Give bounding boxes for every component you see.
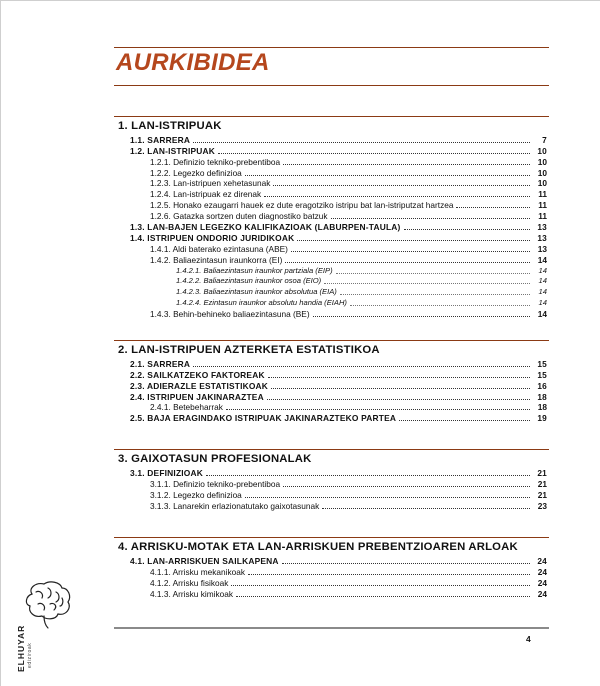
dot-leader [245,497,530,498]
dot-leader [236,596,530,597]
toc-entry [114,145,549,156]
toc-entry-page: 10 [537,156,547,167]
toc-entry-page: 24 [537,566,547,577]
toc-entry [114,243,549,254]
toc-section-4 [114,537,549,599]
toc-entry [114,167,549,178]
dot-leader [336,273,530,274]
toc-entry-page: 24 [537,588,547,599]
toc-entry-label: 1.2.4. Lan-istripuak ez direnak [150,189,262,200]
toc-entry-label: 4.1.2. Arrisku fisikoak [150,577,229,588]
logo-brand-text: ELHUYAR [16,624,26,672]
toc-entry-page: 14 [538,298,547,308]
toc-entry-label: 3.1.3. Lanarekin erlazionatutako gaixotasunak [150,500,320,511]
toc-entry-label: 1.2.3. Lan-istripuen xehetasunak [150,178,271,189]
toc-entry [114,402,549,413]
toc-entry-label: 3.1.1. Definizio tekniko-prebentiboa [150,478,281,489]
toc-entry-page: 11 [538,200,547,211]
logo-tagline-text: ediziroak [27,642,33,668]
toc-entry [114,555,549,566]
dot-leader [283,486,530,487]
toc-entry-label: 1.2. LAN-ISTRIPUAK [130,145,216,156]
dot-leader [291,251,530,252]
toc-entry-label: 1.4.2.1. Baliaezintasun iraunkor partziala (EIP) [176,265,333,275]
page-edge-left [0,0,1,686]
toc-entry [114,221,549,232]
toc-entry-label: 1.4.1. Aldi baterako ezintasuna (ABE) [150,243,288,254]
toc-entry-label: 1.3. LAN-BAJEN LEGEZKO KALIFIKAZIOAK (LABURPEN-TAULA) [130,222,401,233]
toc-entry [114,391,549,402]
section-rule [114,116,549,117]
dot-leader [231,585,530,586]
toc-entry-label: 1.2.5. Honako ezaugarri hauek ez dute eragotziko istripu bat lan-istriputzat hartzea [150,200,454,211]
toc-entry [114,588,549,599]
dot-leader [271,388,530,389]
dot-leader [340,294,530,295]
toc-entry [114,500,549,511]
toc-entry-page: 14 [537,309,547,320]
section-heading: 1. LAN-ISTRIPUAK [118,120,222,132]
toc-entry-page: 24 [537,555,547,566]
toc-entry-label: 2.4.1. Betebeharrak [150,402,223,413]
toc-entry-label: 4.1.3. Arrisku kimikoak [150,588,233,599]
toc-entry [114,254,549,265]
toc-entry [114,566,549,577]
toc-entries [114,467,549,511]
section-heading: 3. GAIXOTASUN PROFESIONALAK [118,453,312,465]
toc-entries [114,555,549,599]
dot-leader [206,475,530,476]
section-heading: 2. LAN-ISTRIPUEN AZTERKETA ESTATISTIKOA [118,344,380,356]
toc-entry-page: 15 [537,358,547,369]
toc-entry-page: 14 [538,287,547,297]
dot-leader [264,196,530,197]
toc-entry [114,156,549,167]
dot-leader [404,229,530,230]
toc-entry [114,358,549,369]
toc-entry-label: 3.1.2. Legezko definizioa [150,489,242,500]
toc-entry-label: 4.1.1. Arrisku mekanikoak [150,566,245,577]
section-rule [114,340,549,341]
toc-entry-label: 1.4.2.4. Ezintasun iraunkor absolutu handia (EIAH) [176,298,347,308]
dot-leader [283,164,530,165]
toc-entry [114,412,549,423]
title-bottom-rule [114,85,549,86]
toc-entry-label: 2.3. ADIERAZLE ESTATISTIKOAK [130,380,269,391]
toc-section-2 [114,340,549,423]
dot-leader [193,142,530,143]
toc-entry-page: 21 [537,478,547,489]
toc-entry-page: 13 [537,243,547,254]
dot-leader [322,508,530,509]
dot-leader [218,153,530,154]
toc-entry-page: 18 [537,402,547,413]
toc-entry-page: 15 [537,369,547,380]
toc-entry-page: 7 [542,134,547,145]
toc-entry [114,265,549,276]
toc-entry [114,178,549,189]
dot-leader [193,366,530,367]
toc-entry-page: 21 [537,489,547,500]
page-number: 4 [526,634,531,644]
dot-leader [297,240,530,241]
page-title: AURKIBIDEA [116,49,270,76]
toc-entry-page: 18 [537,391,547,402]
dot-leader [245,175,530,176]
dot-leader [350,305,530,306]
toc-entry-page: 21 [537,467,547,478]
toc-entry [114,308,549,319]
dot-leader [282,563,530,564]
toc-entry-label: 2.4. ISTRIPUEN JAKINARAZTEA [130,391,264,402]
toc-entry-label: 1.1. SARRERA [130,134,191,145]
dot-leader [456,207,530,208]
section-rule [114,449,549,450]
toc-entry-page: 11 [538,189,547,200]
toc-entry [114,232,549,243]
toc-entry [114,467,549,478]
toc-entry-page: 10 [537,178,547,189]
dot-leader [268,377,530,378]
toc-entry-page: 13 [537,222,547,233]
toc-entry-page: 10 [537,145,547,156]
toc-entry-label: 1.4. ISTRIPUEN ONDORIO JURIDIKOAK [130,232,295,243]
dot-leader [226,409,530,410]
toc-entry [114,210,549,221]
toc-entry-page: 24 [537,577,547,588]
toc-entry [114,380,549,391]
toc-entry [114,276,549,287]
toc-entry [114,489,549,500]
toc-entry-label: 4.1. LAN-ARRISKUEN SAILKAPENA [130,555,279,566]
dot-leader [324,283,530,284]
toc-entry-page: 14 [537,254,547,265]
toc-entry [114,188,549,199]
toc-entry-label: 1.4.2. Baliaezintasun iraunkorra (EI) [150,254,283,265]
dot-leader [273,185,530,186]
toc-entry-label: 1.2.1. Definizio tekniko-prebentiboa [150,156,281,167]
toc-entry-label: 1.4.2.3. Baliaezintasun iraunkor absolutua (EIA) [176,287,337,297]
toc-entry-label: 1.2.6. Gatazka sortzen duten diagnostiko batzuk [150,211,328,222]
toc-entry-page: 13 [537,232,547,243]
toc-entry-page: 14 [538,265,547,275]
toc-entry-label: 2.5. BAJA ERAGINDAKO ISTRIPUAK JAKINARAZTEKO PARTEA [130,413,397,424]
toc-entry-page: 11 [538,211,547,222]
toc-section-1 [114,116,549,319]
toc-entry-page: 10 [537,167,547,178]
toc-entry [114,577,549,588]
dot-leader [331,218,530,219]
toc-entry-page: 16 [537,380,547,391]
toc-entry [114,199,549,210]
dot-leader [399,420,530,421]
toc-entry-label: 2.1. SARRERA [130,358,191,369]
toc-entry-page: 14 [538,276,547,286]
toc-entry-page: 19 [537,413,547,424]
title-top-rule [114,47,549,48]
dot-leader [285,262,530,263]
toc-entry-label: 1.4.2.2. Baliaezintasun iraunkor osoa (EIO) [176,276,322,286]
dot-leader [267,399,530,400]
toc-entries [114,134,549,319]
toc-entry [114,369,549,380]
toc-entry [114,478,549,489]
toc-entry-label: 1.2.2. Legezko definizioa [150,167,242,178]
toc-section-3 [114,449,549,511]
page-edge-top [0,0,600,1]
section-rule [114,537,549,538]
dot-leader [248,574,530,575]
toc-entry-page: 23 [537,500,547,511]
toc-entries [114,358,549,423]
toc-entry-label: 1.4.3. Behin-behineko baliaezintasuna (BE) [150,309,310,320]
toc-entry [114,297,549,308]
section-heading: 4. ARRISKU-MOTAK ETA LAN-ARRISKUEN PREBENTZIOAREN ARLOAK [118,541,518,553]
toc-entry-label: 2.2. SAILKATZEKO FAKTOREAK [130,369,265,380]
toc-entry-label: 3.1. DEFINIZIOAK [130,467,204,478]
toc-entry [114,134,549,145]
dot-leader [313,316,530,317]
toc-entry [114,286,549,297]
footer-rule [114,627,549,629]
